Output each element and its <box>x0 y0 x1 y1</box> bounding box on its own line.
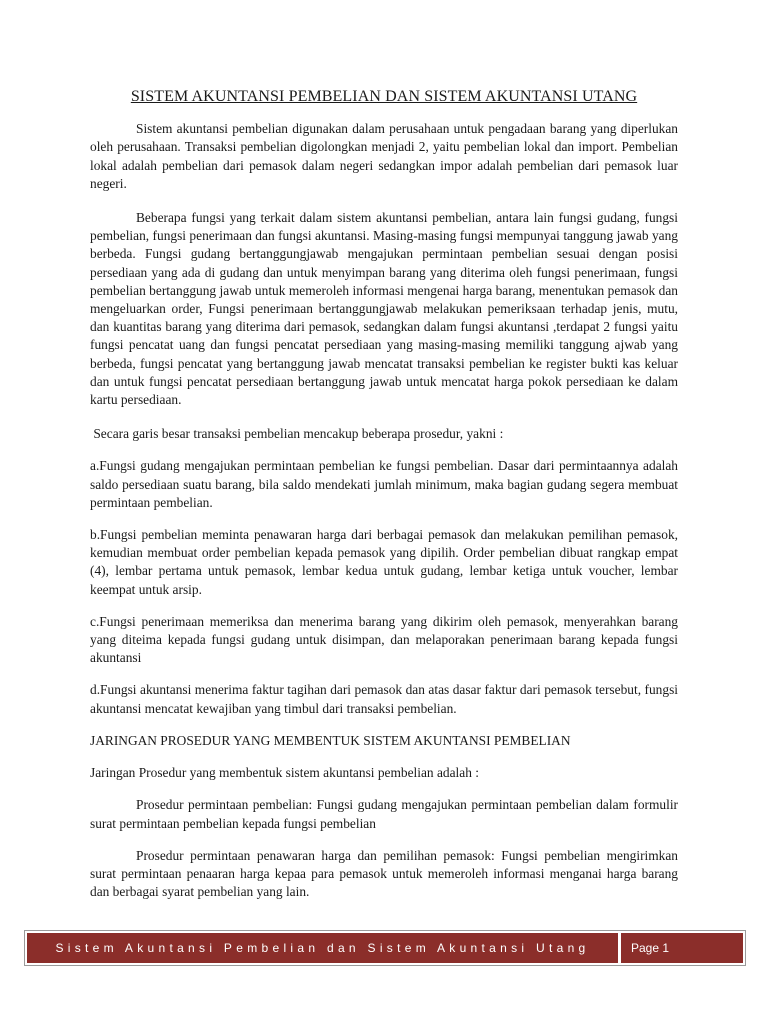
list-item <box>90 457 678 512</box>
list-item-text: Fungsi pembelian meminta penawaran harga dari berbagai pemasok dan melakukan pemilihan pemasok, kemudian membuat order pembelian kepada pemasok yang dipilih. Order pembelian dibuat rangkap empat (4), lembar pertama untuk pemasok, lembar kedua untuk gudang, lembar ketiga untuk voucher, lembar keempat untuk arsip. <box>90 527 678 597</box>
paragraph-functions: Beberapa fungsi yang terkait dalam sistem akuntansi pembelian, antara lain fungsi gudang, fungsi pembelian, fungsi penerimaan dan fungsi akuntansi. Masing-masing fungsi mempunyai tanggung jawab yang berbeda. Fungsi gudang bertanggungjawab mengajukan permintaan pembelian sesuai dengan posisi persediaan yang ada di gudang dan untuk menyimpan barang yang diterima oleh fungsi penerimaan, fungsi pembelian bertanggung jawab untuk memeroleh informasi mengenai harga barang, menentukan pemasok dan mengeluarkan order, Fungsi penerimaan bertanggungjawab melakukan pemeriksaan terhadap jenis, mutu, dan kuantitas barang yang diterima dari pemasok, sedangkan dalam fungsi akuntansi ,terdapat 2 fungsi yaitu fungsi pencatat uang dan fungsi pencatat persediaan yang masing-masing memiliki tanggung ajwab yang berbeda, fungsi pencatat yang bertanggung jawab mencatat transaksi pembelian ke register bukti kas keluar dan untuk fungsi pencatat persediaan bertanggung jawab untuk mencatat harga pokok persediaan ke dalam kartu persediaan. <box>90 210 678 408</box>
section-heading: JARINGAN PROSEDUR YANG MEMBENTUK SISTEM AKUNTANSI PEMBELIAN <box>90 732 571 748</box>
list-item-marker: c. <box>90 613 100 629</box>
list-item-marker: d. <box>90 682 101 698</box>
document-body <box>90 88 678 915</box>
paragraph-quotation: Prosedur permintaan penawaran harga dan pemilihan pemasok: Fungsi pembelian mengirimkan surat permintaan penaaran harga kepaa para pemasok untuk memeroleh informasi menganai harga barang dan berbagai syarat pembelian yang lain. <box>90 847 678 900</box>
footer-page-label: Page <box>631 941 660 955</box>
paragraph-procedures-intro-text: Secara garis besar transaksi pembelian mencakup beberapa prosedur, yakni : <box>93 426 504 442</box>
list-item-marker: a. <box>90 458 100 474</box>
footer-page-value: 1 <box>662 941 670 955</box>
list-item-text: Fungsi gudang mengajukan permintaan pembelian ke fungsi pembelian. Dasar dari permintaannya adalah saldo persediaan suatu barang, bila saldo mendekati jumlah minimum, maka bagian gudang segera membuat permintaan pembelian. <box>90 458 678 510</box>
list-item-marker: b. <box>90 527 101 543</box>
paragraph-procedures-intro <box>90 425 678 443</box>
paragraph-intro: Sistem akuntansi pembelian digunakan dalam perusahaan untuk pengadaan barang yang diperlukan oleh perusahaan. Transaksi pembelian digolongkan menjadi 2, yaitu pembelian lokal dan import. Pembelian lokal adalah pembelian dari pemasok dalam negeri sedangkan impor adalah pembelian dari pemasok luar negeri. <box>90 121 678 191</box>
list-item <box>90 613 678 668</box>
footer-band <box>27 933 743 963</box>
footer-title: Sistem Akuntansi Pembelian dan Sistem Akuntansi Utang <box>55 941 590 955</box>
page-footer <box>24 930 746 966</box>
page-title: SISTEM AKUNTANSI PEMBELIAN DAN SISTEM AKUNTANSI UTANG <box>130 88 638 105</box>
footer-page-number <box>621 933 743 963</box>
list-item <box>90 526 678 599</box>
list-item-text: Fungsi penerimaan memeriksa dan menerima barang yang dikirim oleh pemasok, menyerahkan barang yang diteima kepada fungsi gudang untuk disimpan, dan melaporakan penerimaan barang kepada fungsi akuntansi <box>90 613 678 666</box>
list-item <box>90 681 678 717</box>
paragraph-network-intro: Jaringan Prosedur yang membentuk sistem akuntansi pembelian adalah : <box>90 765 479 781</box>
paragraph-purchase-request: Prosedur permintaan pembelian: Fungsi gudang mengajukan permintaan pembelian dalam formulir surat permintaan pembelian kepada fungsi pembelian <box>90 797 678 831</box>
list-item-text: Fungsi akuntansi menerima faktur tagihan dari pemasok dan atas dasar faktur dari pemasok tersebut, fungsi akuntansi mencatat kewajiban yang timbul dari transaksi pembelian. <box>90 682 678 716</box>
